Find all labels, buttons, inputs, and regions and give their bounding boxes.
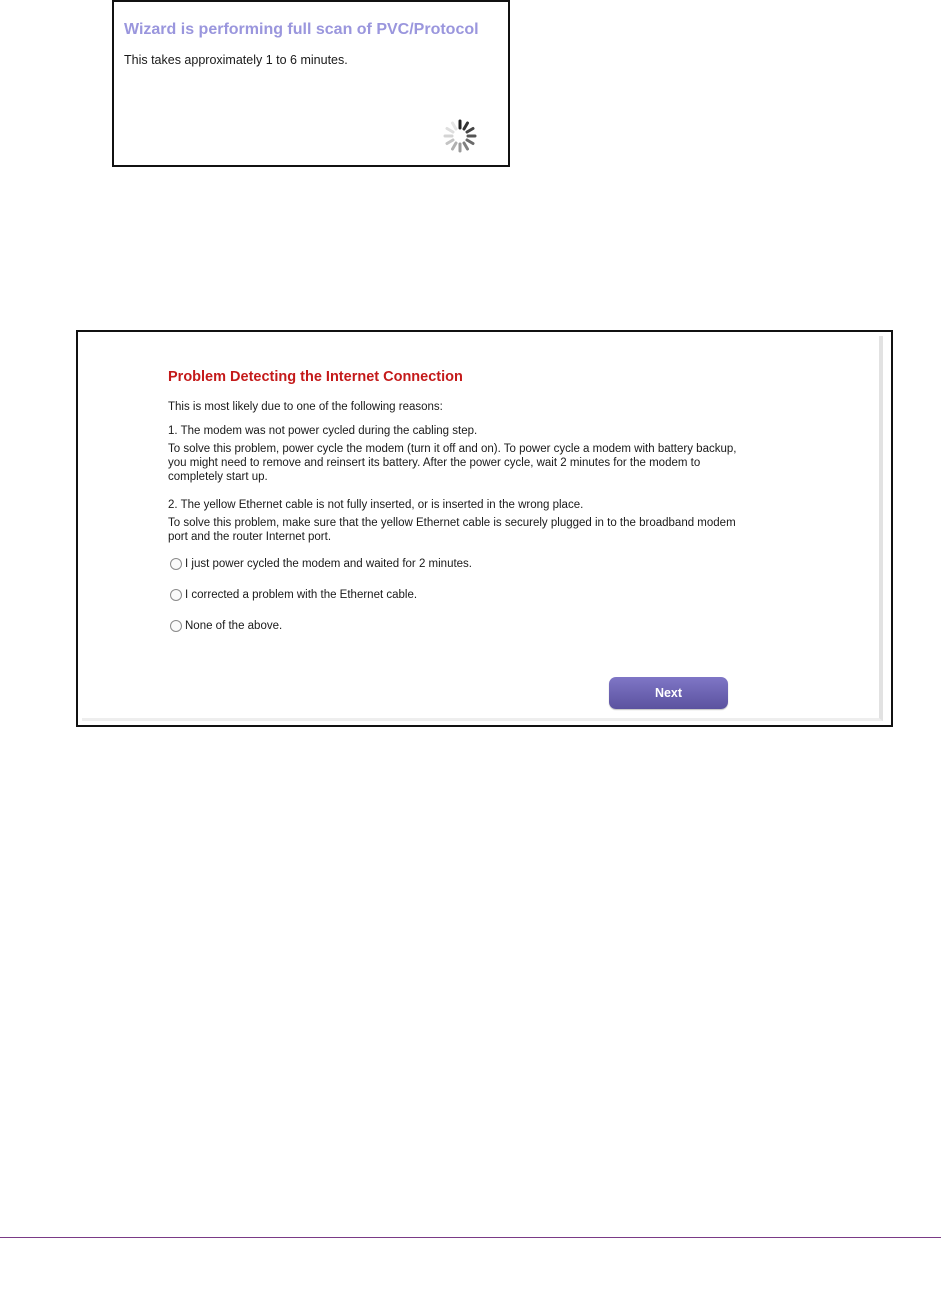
- reason2-line: port and the router Internet port.: [168, 531, 332, 543]
- option-label: I corrected a problem with the Ethernet cable.: [185, 589, 418, 601]
- problem-detecting-dialog: [76, 330, 893, 727]
- option-power-cycled[interactable]: [170, 558, 472, 570]
- problem-intro: This is most likely due to one of the following reasons:: [168, 401, 443, 413]
- option-none[interactable]: [170, 620, 282, 632]
- option-label: I just power cycled the modem and waited for 2 minutes.: [185, 558, 473, 570]
- radio-button[interactable]: [170, 620, 182, 632]
- radio-button[interactable]: [170, 589, 182, 601]
- next-button[interactable]: Next: [609, 677, 728, 709]
- reason2-title: 2. The yellow Ethernet cable is not fully inserted, or is inserted in the wrong place.: [168, 499, 584, 511]
- footer-divider: [0, 1237, 941, 1238]
- reason1-title: 1. The modem was not power cycled during the cabling step.: [168, 425, 478, 437]
- scan-dialog-message: This takes approximately 1 to 6 minutes.: [124, 53, 348, 67]
- reason1-line: you might need to remove and reinsert its battery. After the power cycle, wait 2 minutes for the modem to: [168, 457, 701, 469]
- scan-wizard-dialog: [112, 0, 510, 167]
- option-corrected-cable[interactable]: [170, 589, 417, 601]
- option-label: None of the above.: [185, 620, 283, 632]
- dialog-content-frame: [82, 336, 883, 721]
- loading-spinner-icon: [441, 117, 479, 155]
- problem-heading: Problem Detecting the Internet Connection: [168, 369, 463, 385]
- reason1-line: completely start up.: [168, 471, 268, 483]
- scan-dialog-title: Wizard is performing full scan of PVC/Protocol: [124, 21, 479, 38]
- reason1-line: To solve this problem, power cycle the modem (turn it off and on). To power cycle a modem with battery backup,: [168, 443, 737, 455]
- reason2-line: To solve this problem, make sure that the yellow Ethernet cable is securely plugged in to the broadband modem: [168, 517, 736, 529]
- radio-button[interactable]: [170, 558, 182, 570]
